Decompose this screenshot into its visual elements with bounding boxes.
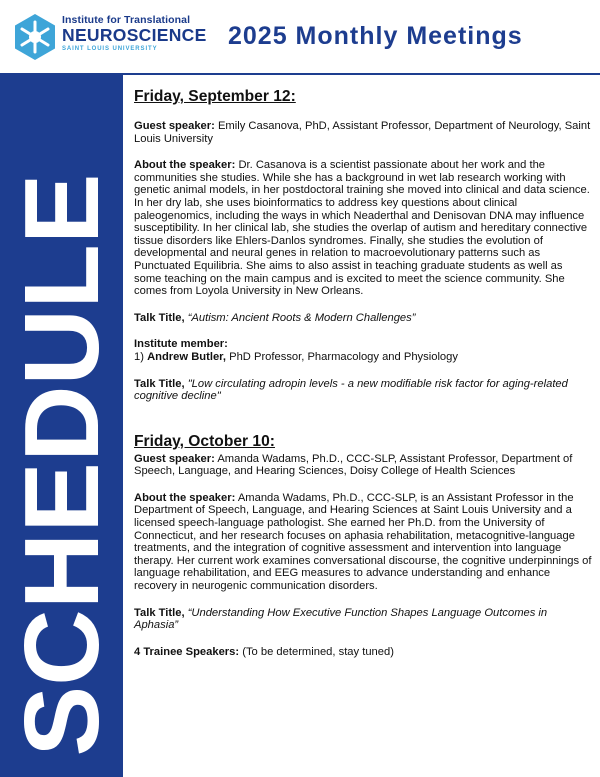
guest-speaker-text: Amanda Wadams, Ph.D., CCC-SLP, Assistant Professor, Department of Speech, Language, and Hearing Sciences, Doisy College of Health Sciences (134, 452, 573, 478)
sidebar-banner (0, 75, 123, 777)
guest-speaker (134, 120, 592, 145)
neuron-logo-icon (10, 12, 60, 62)
schedule-content (134, 88, 592, 658)
guest-speaker (134, 453, 592, 478)
about-speaker-text: Dr. Casanova is a scientist passionate about her work and the communities she studies. While she has a background in wet lab research working with genetic animal models, in her postdoctoral training she moved into clinical and data science. In her dry lab, she uses bioinformatics to address key questions about clinical paleogenomics, including the ways in which Neaderthal and Denisovan DNA may influence susceptibility. In her clinical lab, she studies the overlap of autism and hereditary connective tissue disorders like Ehlers-Danlos syndromes. Finally, she studies the evolution of developmental and neural genes in relation to macroevolutionary patterns such as Punctuated Equilibria. She aims to also assist in teaching graduate students as well as some teaching on the main campus and is excited to meet the science community. She comes from Loyola University in New Orleans. (134, 159, 590, 298)
institute-member-entry (134, 351, 592, 364)
member-number: 1) (134, 350, 144, 363)
guest-speaker-text: Emily Casanova, PhD, Assistant Professor, Department of Neurology, Saint Louis University (134, 120, 591, 145)
guest-speaker-label: Guest speaker: (134, 452, 215, 465)
about-speaker (134, 492, 592, 593)
member-details: PhD Professor, Pharmacology and Physiology (229, 350, 458, 363)
guest-speaker-label: Guest speaker: (134, 120, 215, 132)
logo-text (62, 14, 207, 54)
about-speaker-text: Amanda Wadams, Ph.D., CCC-SLP, is an Assistant Professor in the Department of Speech, Language, and Hearing Sciences at Saint Louis University and a licensed speech-language pathologist. She earned her Ph.D. from the University of Connecticut, and her research focuses on aphasia rehabilitation, metacognitive-language treatments, and the integration of cognitive assessment and intervention into language therapy. Her current work examines conversational discourse, the cognitive underpinnings of language rehabilitation, and EEG measures to advance understanding and enhance recovery in neurogenic communication disorders. (134, 491, 592, 593)
logo-line3: SAINT LOUIS UNIVERSITY (62, 46, 158, 52)
talk-title-text: “Understanding How Executive Function Shapes Language Outcomes in Aphasia” (134, 606, 548, 632)
about-speaker-label: About the speaker: (134, 159, 236, 172)
logo-line1: Institute for Translational (62, 14, 191, 26)
talk-title-text: “Autism: Ancient Roots & Modern Challenges” (187, 311, 416, 324)
about-speaker-label: About the speaker: (134, 491, 236, 504)
member-talk-title-label: Talk Title, (134, 377, 185, 390)
page-title: 2025 Monthly Meetings (228, 22, 523, 50)
trainee-speakers (134, 646, 592, 659)
talk-title (134, 312, 592, 325)
member-talk-title-text: "Low circulating adropin levels - a new modifiable risk factor for aging-related cognitive decline" (134, 377, 568, 403)
meeting-october (134, 433, 592, 659)
sidebar-schedule-word: SCHEDULE (3, 173, 121, 757)
meeting-september (134, 88, 592, 403)
logo-line2: NEUROSCIENCE (62, 25, 207, 45)
talk-title (134, 607, 592, 632)
trainee-speakers-label: 4 Trainee Speakers: (134, 645, 240, 658)
meeting-date: Friday, September 12: (134, 88, 296, 105)
talk-title-label: Talk Title, (134, 311, 185, 324)
trainee-speakers-text: (To be determined, stay tuned) (242, 645, 394, 658)
member-talk-title (134, 378, 592, 403)
institute-member-label: Institute member: (134, 338, 228, 351)
institute-member (134, 338, 592, 363)
header (0, 0, 600, 72)
about-speaker (134, 159, 592, 298)
member-name: Andrew Butler, (147, 350, 227, 363)
meeting-date: Friday, October 10: (134, 432, 275, 450)
talk-title-label: Talk Title, (134, 606, 185, 619)
